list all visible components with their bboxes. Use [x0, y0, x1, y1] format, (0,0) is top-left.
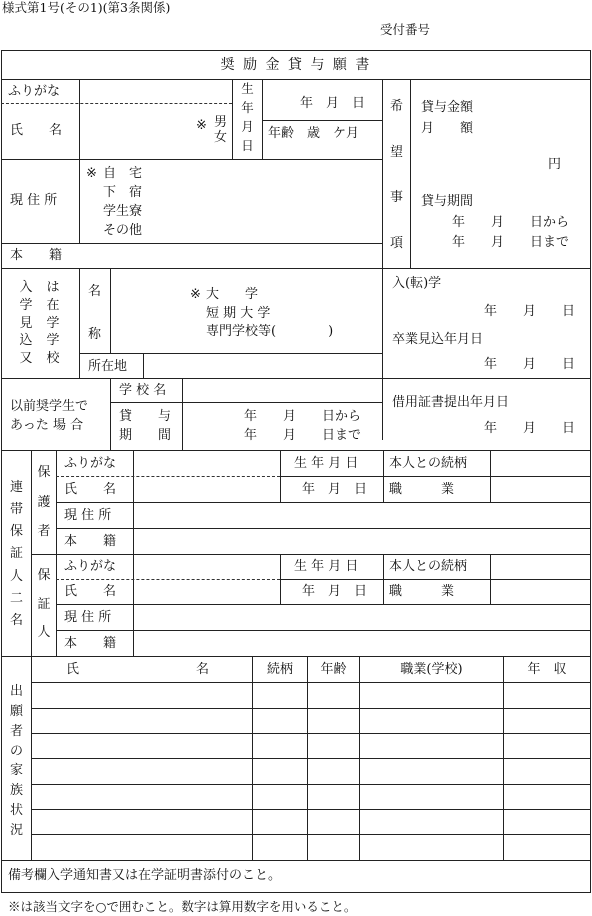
name-label: 氏 名 [10, 123, 63, 138]
previous-loan-to[interactable]: 年 月 日まで [244, 428, 362, 443]
family-status-vertical-label: 出 願 者 の 家 族 状 況 [9, 684, 23, 838]
school-type-university[interactable]: 大 学 [206, 287, 259, 302]
family-col-age: 年齢 [320, 662, 347, 677]
loan-amount-label: 貸与金額 [421, 100, 474, 115]
address-note-mark: ※ [86, 166, 97, 181]
address-option-lodging[interactable]: 下 宿 [103, 185, 143, 200]
guarantor-occupation-label: 職 業 [389, 584, 455, 599]
graduation-date[interactable]: 年 月 日 [484, 357, 576, 372]
receipt-number-label: 受付番号 [380, 22, 431, 37]
guarantor-relation-label: 本人との続柄 [389, 559, 468, 574]
birth-date-field[interactable]: 年 月 日 [300, 96, 366, 111]
guardian-birth-label: 生 年 月 日 [294, 456, 359, 471]
guardian-domicile-label: 本 籍 [64, 534, 117, 549]
birth-date-vertical-label: 生 年 月 日 [241, 81, 254, 154]
sex-option-female[interactable]: 女 [214, 130, 228, 145]
furigana-label: ふりがな [8, 84, 61, 99]
school-label-col1: 入 学 見 込 又 [19, 280, 33, 366]
guardian-birth-date[interactable]: 年 月 日 [302, 482, 368, 497]
address-option-dormitory[interactable]: 学生寮 [103, 204, 143, 219]
sex-note-mark: ※ [196, 118, 207, 133]
family-col-name: 氏 名 [66, 662, 210, 677]
remarks: 備考欄入学通知書又は在学証明書添付のこと。 [8, 868, 282, 883]
previous-loan-label-1: 貸 与 [119, 409, 172, 424]
school-label-col2: は 在 学 学 校 [46, 280, 60, 366]
sex-option-male[interactable]: 男 [214, 115, 228, 130]
guarantor-vertical-label: 保 証 人 [37, 568, 51, 640]
previous-loan-label-2: 期 間 [119, 428, 172, 443]
guardian-name-label: 氏 名 [64, 482, 117, 497]
graduation-label: 卒業見込年月日 [392, 332, 484, 347]
guarantor-name-label: 氏 名 [64, 584, 117, 599]
school-type-junior-college[interactable]: 短 期 大 学 [206, 306, 271, 321]
previous-loan-from[interactable]: 年 月 日から [244, 409, 362, 424]
monthly-amount-label: 月 額 [421, 121, 474, 136]
previous-scholar-label-1: 以前奨学生で [10, 399, 89, 414]
domicile-label: 本 籍 [10, 248, 63, 263]
guarantor-birth-label: 生 年 月 日 [294, 559, 359, 574]
previous-school-name-label: 学 校 名 [119, 383, 167, 398]
yen-unit: 円 [548, 157, 562, 172]
previous-school-name-field[interactable] [183, 379, 381, 401]
enter-school-date[interactable]: 年 月 日 [484, 304, 576, 319]
guardian-relation-label: 本人との続柄 [389, 456, 468, 471]
guardian-vertical-label: 保 護 者 [37, 465, 51, 539]
loan-period-from[interactable]: 年 月 日から [452, 215, 570, 230]
enter-school-label: 入(転)学 [392, 276, 442, 291]
guardian-address-label: 現 住 所 [64, 508, 112, 523]
age-field[interactable]: 年齢 歳 ケ月 [268, 126, 360, 141]
certificate-date-label: 借用証書提出年月日 [392, 395, 510, 410]
guarantor-address-label: 現 住 所 [64, 610, 112, 625]
joint-guarantors-vertical-label: 連 帯 保 証 人 二 名 [9, 480, 23, 628]
guarantor-birth-date[interactable]: 年 月 日 [302, 584, 368, 599]
name-field[interactable] [80, 104, 200, 158]
address-option-home[interactable]: 自 宅 [103, 166, 143, 181]
certificate-date[interactable]: 年 月 日 [484, 421, 576, 436]
family-col-occupation: 職業(学校) [400, 662, 463, 677]
guardian-furigana-label: ふりがな [64, 456, 117, 471]
address-label: 現 住 所 [10, 193, 58, 208]
address-option-other[interactable]: その他 [103, 223, 143, 238]
school-location-field[interactable] [144, 354, 381, 377]
loan-period-to[interactable]: 年 月 日まで [452, 235, 570, 250]
school-name-label-1: 名 [88, 284, 102, 299]
guarantor-furigana-label: ふりがな [64, 559, 117, 574]
school-type-vocational[interactable]: 専門学校等( ) [206, 324, 334, 339]
footnote: ※は該当文字を○で囲むこと。数字は算用数字を用いること。 [8, 899, 357, 914]
furigana-field[interactable] [80, 80, 231, 102]
family-col-relation: 続柄 [266, 662, 293, 677]
form-number: 様式第1号(その1)(第3条関係) [2, 0, 171, 15]
school-type-note-mark: ※ [190, 287, 201, 302]
guarantor-domicile-label: 本 籍 [64, 636, 117, 651]
request-vertical-label: 希 望 事 項 [389, 99, 403, 251]
guardian-occupation-label: 職 業 [389, 482, 455, 497]
domicile-field[interactable] [80, 244, 381, 267]
form-title: 奨 励 金 貸 与 願 書 [220, 57, 372, 73]
loan-period-label: 貸与期間 [421, 194, 474, 209]
family-col-income: 年 収 [527, 662, 567, 677]
school-name-label-2: 称 [88, 327, 102, 342]
previous-scholar-label-2: あった 場 合 [10, 418, 84, 433]
school-location-label: 所在地 [88, 359, 128, 374]
